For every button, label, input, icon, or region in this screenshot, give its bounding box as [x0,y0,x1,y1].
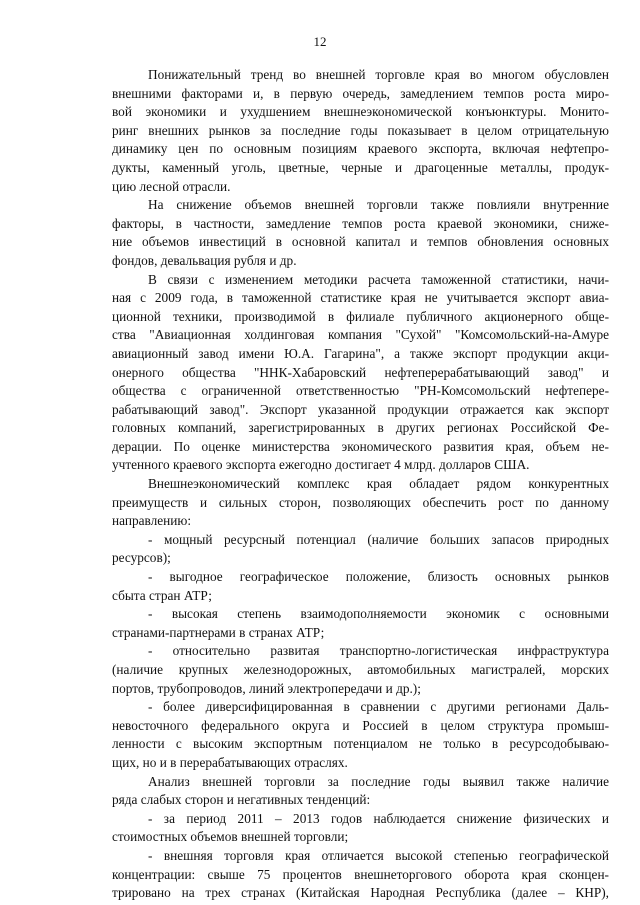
text-line: онерного общества "ННК-Хабаровский нефтеперерабатывающий завод" и [112,364,609,380]
paragraph [112,271,609,476]
text-line: - выгодное географическое положение, близость основных рынков [148,569,609,585]
text-line: трировано на трех странах (Китайская Народная Республика (далее – КНР), [112,885,609,901]
text-line: авиационный завод имени Ю.А. Гагарина", а также экспорт продукции акци- [112,345,609,361]
text-line: портов, трубопроводов, линий электропередачи и др.); [112,680,421,696]
text-line: головных компаний, зарегистрированных в других регионах Российской Фе- [112,420,609,436]
text-line: ряда слабых сторон и негативных тенденций: [112,792,371,808]
text-line: факторы, в частности, замедление темпов роста краевой экономики, сниже- [112,215,609,231]
text-line: - внешняя торговля края отличается высокой степенью географической [148,847,609,863]
page-body [112,66,609,903]
text-line: - высокая степень взаимодополняемости экономик с основными [148,606,609,622]
text-line: (наличие крупных железнодорожных, автомобильных магистралей, морских [112,662,609,677]
text-line: преимуществ и сильных сторон, позволяющих обеспечить рост по данному [112,494,609,510]
text-line: вой экономики и ухудшением внешнеэкономической конъюнктуры. Монито- [112,104,609,120]
text-line: сбыта стран АТР; [112,587,212,603]
text-line: странами-партнерами в странах АТР; [112,624,325,640]
text-line: дерации. По оценке министерства экономического развития края, объем не- [112,438,609,454]
paragraph [112,568,609,605]
text-line: рабатывающий завод". Экспорт указанной продукции отражается как экспорт [112,401,609,417]
text-line: ленности с высоким экспортным потенциалом не только в ресурсодобываю- [112,736,609,752]
paragraph [112,810,609,847]
text-line: невосточного федерального округа и Россией в целом структура промыш- [112,717,609,733]
paragraph [112,605,609,642]
page-number: 12 [313,34,327,49]
text-line: - мощный ресурсный потенциал (наличие больших запасов природных [148,531,609,547]
text-line: фондов, девальвация рубля и др. [112,252,297,268]
text-line: ционной техники, производимой в филиале публичного акционерного обще- [112,308,609,324]
paragraph [112,847,609,903]
text-line: ная с 2009 года, в таможенной статистике края не учитывается экспорт авиа- [112,290,609,306]
paragraph [112,531,609,568]
text-line: ринг внешних рынков за последние годы показывает в целом отрицательную [112,122,609,138]
text-line: динамику цен по основным позициям краевого экспорта, включая нефтепро- [112,141,609,157]
text-line: концентрации: свыше 75 процентов внешнеторгового оборота края сконцен- [112,866,609,882]
text-line: Понижательный тренд во внешней торговле края во многом обусловлен [148,67,609,82]
text-line: В связи с изменением методики расчета таможенной статистики, начи- [148,271,609,287]
text-line: На снижение объемов внешней торговли также повлияли внутренние [148,197,609,213]
text-line: учтенного краевого экспорта ежегодно достигает 4 млрд. долларов США. [112,457,530,473]
paragraph [112,642,609,698]
text-line: направлению: [112,513,192,529]
text-line: Анализ внешней торговли за последние годы выявил также наличие [148,773,609,789]
text-line: цию лесной отрасли. [112,178,231,194]
text-line: общества с ограниченной ответственностью "РН-Комсомольский нефтепере- [112,383,609,399]
text-line: дукты, каменный уголь, цветные, черные и драгоценные металлы, продук- [112,159,609,175]
text-line: ресурсов); [112,550,171,566]
text-line: внешними факторами и, в первую очередь, замедлением темпов роста миро- [112,85,609,101]
paragraph [112,66,609,196]
paragraph [112,475,609,531]
paragraph [112,698,609,772]
paragraph [112,196,609,270]
text-line: - более диверсифицированная в сравнении с другими регионами Даль- [148,699,609,715]
text-line: щих, но и в перерабатывающих отраслях. [112,754,348,770]
text-line: - за период 2011 – 2013 годов наблюдается снижение физических и [148,810,609,826]
text-line: Внешнеэкономический комплекс края обладает рядом конкурентных [148,476,609,492]
text-line: - относительно развитая транспортно-логистическая инфраструктура [148,643,609,659]
text-line: ние объемов инвестиций в основной капитал и темпов обновления основных [112,234,609,250]
text-line: ства "Авиационная холдинговая компания "Сухой" "Комсомольский-на-Амуре [112,327,609,343]
text-line: стоимостных объемов внешней торговли; [112,829,349,845]
paragraph [112,773,609,810]
